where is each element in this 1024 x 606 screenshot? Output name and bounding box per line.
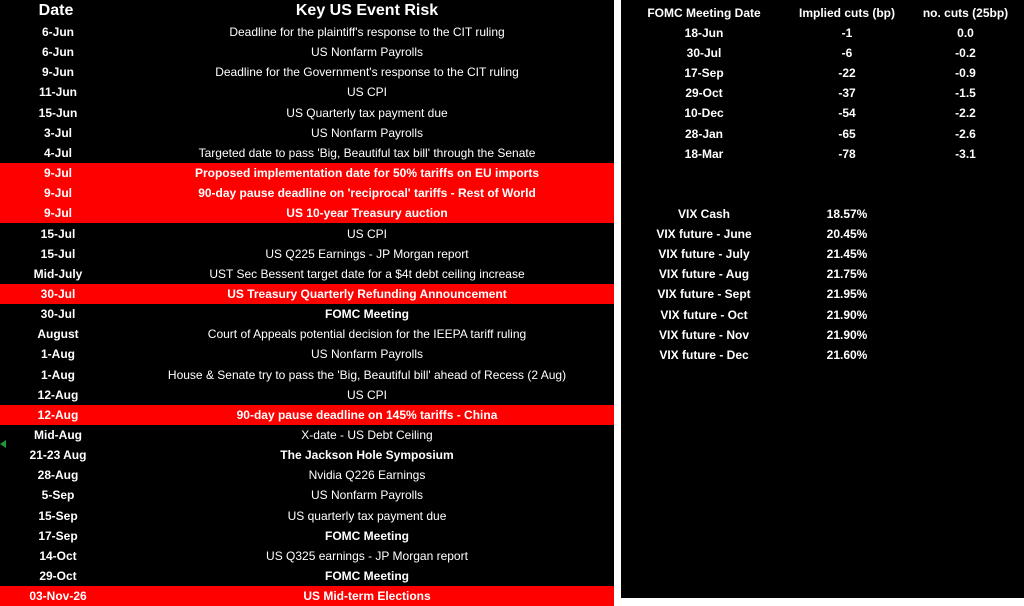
event-description: US Nonfarm Payrolls — [310, 347, 424, 362]
vix-value: 21.95% — [826, 287, 868, 302]
event-row — [0, 244, 614, 264]
event-date: 15-Jun — [38, 105, 78, 120]
event-description: House & Senate try to pass the 'Big, Beautiful bill' ahead of Recess (2 Aug) — [167, 367, 567, 382]
event-date: 30-Jul — [40, 286, 76, 301]
event-description: 90-day pause deadline on 'reciprocal' tariffs - Rest of World — [198, 186, 536, 201]
event-description: US Nonfarm Payrolls — [310, 488, 424, 503]
vix-value: 21.60% — [826, 347, 868, 362]
event-description: Court of Appeals potential decision for the IEEPA tariff ruling — [207, 327, 527, 342]
fomc-date-header: FOMC Meeting Date — [647, 6, 761, 20]
event-date: 9-Jul — [43, 186, 72, 201]
event-date: August — [37, 327, 79, 342]
event-date: 3-Jul — [43, 125, 72, 140]
event-row — [0, 304, 614, 324]
green-marker-icon — [0, 440, 6, 448]
fomc-date: 10-Dec — [684, 106, 724, 121]
event-date: 11-Jun — [38, 85, 77, 100]
event-row — [0, 485, 614, 505]
event-row — [0, 526, 614, 546]
event-description: Targeted date to pass 'Big, Beautiful tax bill' through the Senate — [198, 145, 536, 160]
event-date: 6-Jun — [41, 45, 74, 60]
vix-value: 21.90% — [826, 327, 868, 342]
event-description: X-date - US Debt Ceiling — [301, 428, 433, 442]
event-date: 12-Aug — [37, 387, 79, 402]
vix-label: VIX future - Aug — [658, 267, 750, 282]
vix-value: 20.45% — [826, 227, 868, 242]
event-description: FOMC Meeting — [325, 569, 409, 583]
event-date: 17-Sep — [38, 528, 78, 543]
event-row — [0, 183, 614, 203]
implied-cuts: -1 — [841, 26, 853, 40]
date-column-header: Date — [38, 2, 74, 19]
event-description: US 10-year Treasury auction — [286, 206, 448, 221]
panel-divider — [614, 0, 621, 598]
event-date: 28-Aug — [37, 468, 79, 483]
event-row — [0, 163, 614, 183]
vix-label: VIX future - Oct — [660, 307, 748, 322]
event-row — [0, 445, 614, 465]
event-date: 6-Jun — [41, 25, 74, 39]
num-cuts: -2.2 — [955, 106, 976, 121]
event-date: 5-Sep — [41, 488, 75, 503]
event-date: 30-Jul — [40, 307, 76, 322]
vix-label: VIX future - July — [658, 247, 750, 262]
implied-cuts: -65 — [838, 126, 856, 141]
vix-value: 21.90% — [826, 307, 868, 322]
event-description: Deadline for the plaintiff's response to the CIT ruling — [229, 25, 505, 39]
fomc-date: 17-Sep — [684, 66, 724, 81]
event-row — [0, 224, 614, 244]
event-date: 9-Jul — [43, 166, 72, 180]
event-description: The Jackson Hole Symposium — [280, 448, 454, 463]
event-description: US CPI — [346, 226, 387, 241]
event-row — [0, 405, 614, 425]
event-row — [0, 425, 614, 445]
event-table-header — [0, 0, 614, 22]
implied-cuts: -54 — [838, 106, 856, 121]
event-description: FOMC Meeting — [325, 307, 409, 322]
event-date: 9-Jun — [41, 65, 74, 80]
fomc-date: 29-Oct — [685, 86, 723, 101]
event-date: 03-Nov-26 — [29, 589, 87, 604]
implied-cuts: -78 — [838, 146, 856, 161]
event-date: Mid-July — [33, 266, 83, 281]
event-date: 4-Jul — [43, 145, 72, 160]
market-pricing-panel — [621, 0, 1024, 598]
event-description: Nvidia Q226 Earnings — [308, 468, 426, 483]
fomc-date: 18-Mar — [684, 146, 724, 161]
num-cuts: -0.2 — [955, 46, 976, 61]
implied-cuts: -22 — [838, 66, 856, 81]
event-description: US Treasury Quarterly Refunding Announcement — [227, 286, 507, 301]
event-date: 15-Sep — [38, 508, 78, 523]
event-row — [0, 264, 614, 284]
vix-label: VIX future - Nov — [658, 327, 749, 342]
num-cuts: -0.9 — [955, 66, 976, 81]
implied-cuts: -6 — [841, 46, 853, 61]
event-row — [0, 143, 614, 163]
event-row — [0, 123, 614, 143]
event-row — [0, 465, 614, 485]
event-date: 21-23 Aug — [29, 448, 87, 463]
event-row — [0, 324, 614, 344]
num-cuts: -1.5 — [955, 86, 976, 101]
event-row — [0, 62, 614, 82]
event-row — [0, 365, 614, 385]
vix-value: 21.45% — [826, 247, 868, 262]
event-date: 15-Jul — [40, 246, 76, 261]
event-row — [0, 284, 614, 304]
event-description: US Nonfarm Payrolls — [310, 125, 424, 140]
event-row — [0, 82, 614, 102]
event-description: US Quarterly tax payment due — [286, 105, 448, 120]
fomc-date: 30-Jul — [686, 46, 722, 61]
fomc-date: 28-Jan — [684, 126, 724, 141]
event-description: UST Sec Bessent target date for a $4t debt ceiling increase — [209, 266, 525, 281]
event-row — [0, 42, 614, 62]
event-row — [0, 344, 614, 364]
num-cuts: -3.1 — [955, 146, 976, 161]
implied-cuts-header: Implied cuts (bp) — [799, 6, 895, 20]
event-description: US Q225 Earnings - JP Morgan report — [265, 246, 469, 261]
event-description: US Q325 earnings - JP Morgan report — [266, 548, 468, 563]
event-row — [0, 103, 614, 123]
event-date: 14-Oct — [39, 548, 77, 563]
event-description: Deadline for the Government's response to the CIT ruling — [215, 65, 519, 80]
event-date: 1-Aug — [41, 367, 75, 382]
vix-label: VIX Cash — [677, 207, 731, 221]
vix-label: VIX future - June — [656, 227, 752, 242]
event-row — [0, 586, 614, 606]
event-row — [0, 566, 614, 586]
event-date: 29-Oct — [39, 569, 77, 583]
num-cuts-header: no. cuts (25bp) — [922, 6, 1009, 20]
vix-label: VIX future - Sept — [657, 287, 751, 302]
event-description: Proposed implementation date for 50% tariffs on EU imports — [194, 166, 540, 180]
event-description: FOMC Meeting — [325, 528, 409, 543]
vix-label: VIX future - Dec — [659, 347, 749, 362]
event-description: US Mid-term Elections — [303, 589, 431, 604]
event-description: 90-day pause deadline on 145% tariffs - China — [236, 407, 498, 422]
num-cuts: -2.6 — [955, 126, 976, 141]
vix-value: 21.75% — [826, 267, 868, 282]
fomc-date: 18-Jun — [684, 26, 724, 40]
event-description: US CPI — [346, 387, 387, 402]
event-row — [0, 385, 614, 405]
event-row — [0, 546, 614, 566]
event-description: US CPI — [346, 85, 387, 100]
event-description: US Nonfarm Payrolls — [310, 45, 424, 60]
event-row — [0, 203, 614, 223]
implied-cuts: -37 — [838, 86, 856, 101]
event-date: 1-Aug — [41, 347, 75, 362]
event-row — [0, 506, 614, 526]
num-cuts: 0.0 — [957, 26, 974, 40]
vix-value: 18.57% — [826, 207, 868, 221]
event-date: 15-Jul — [40, 226, 76, 241]
event-date: Mid-Aug — [34, 428, 82, 442]
event-date: 9-Jul — [43, 206, 72, 221]
event-row — [0, 22, 614, 42]
event-description: US quarterly tax payment due — [287, 508, 447, 523]
event-column-header: Key US Event Risk — [295, 2, 439, 19]
event-date: 12-Aug — [37, 407, 79, 422]
